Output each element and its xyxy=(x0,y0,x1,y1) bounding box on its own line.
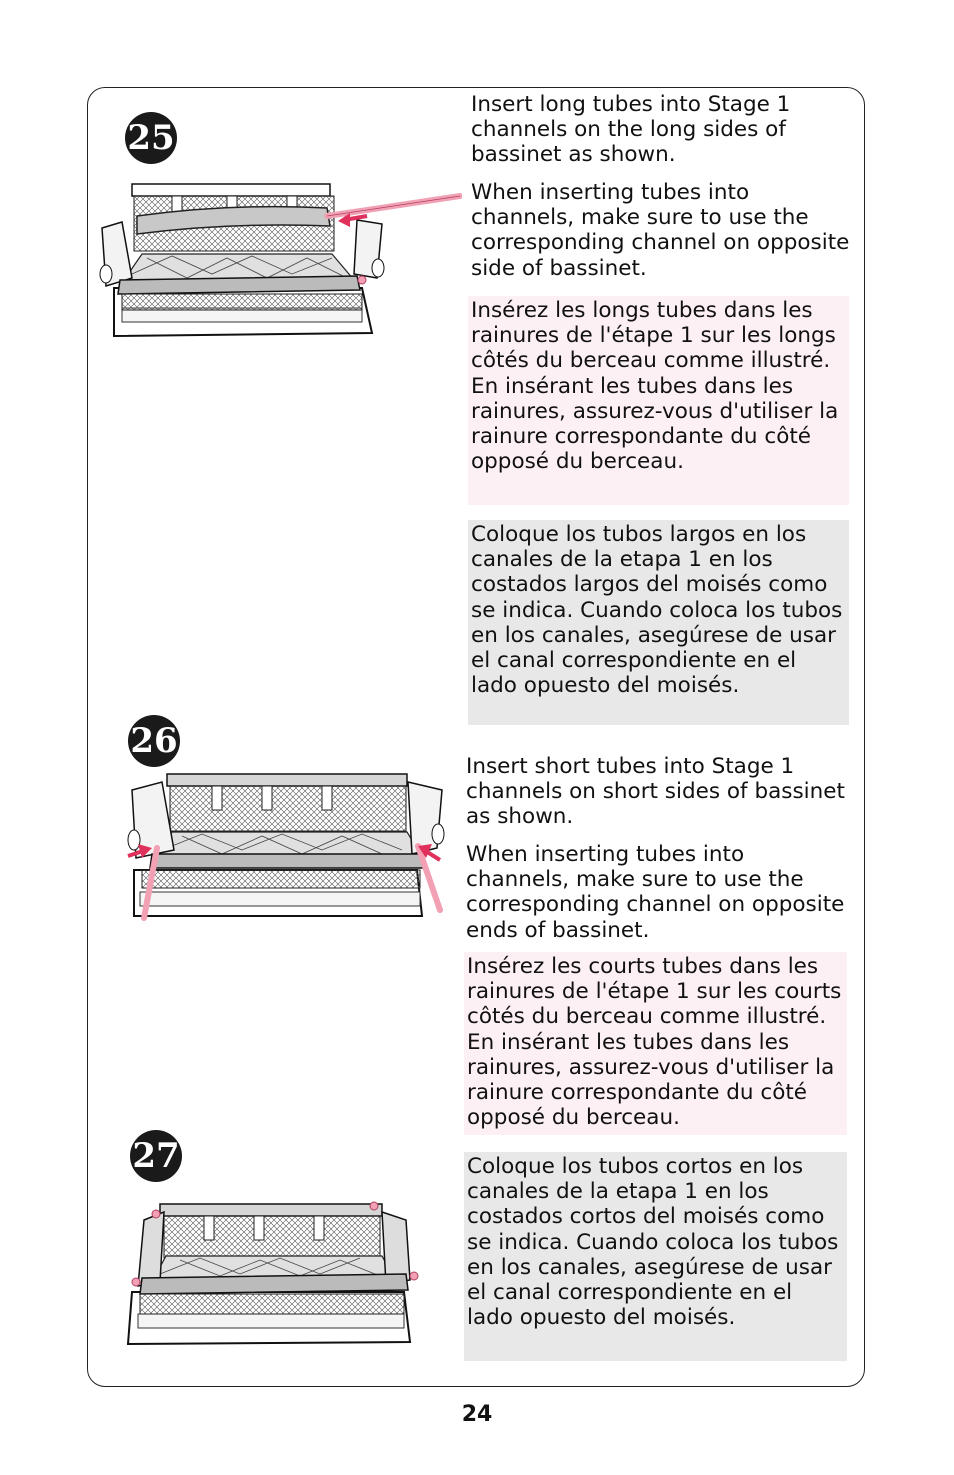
step-27-illustration xyxy=(124,1196,420,1348)
step-27-badge: 27 xyxy=(130,1130,182,1182)
page-number: 24 xyxy=(461,1402,493,1427)
step-26-fr-text: Insérez les courts tubes dans les rainures de l'étape 1 sur les courts côtés du berceau comme illustré. En insérant les tubes dans les rainures, assurez-vous d'utiliser la rainure correspondante du côté opposé du berceau. xyxy=(467,954,842,1131)
step-27-es-text: Coloque los tubos cortos en los canales de la etapa 1 en los costados cortos del moisés como se indica. Cuando coloca los tubos en los canales, asegúrese de usar el canal correspondiente en el lado opuesto del moisés. xyxy=(467,1154,839,1331)
step-25-fr-box xyxy=(468,296,849,505)
step-26-illustration xyxy=(122,770,452,922)
step-25-en-instruction: Insert long tubes into Stage 1 channels on the long sides of bassinet as shown. xyxy=(471,92,791,168)
step-25-es-box xyxy=(468,520,849,725)
step-26-badge: 26 xyxy=(128,715,180,767)
step-25-illustration xyxy=(92,178,462,340)
step-26-en-instruction: Insert short tubes into Stage 1 channels on short sides of bassinet as shown. xyxy=(466,754,845,830)
step-26-en-note: When inserting tubes into channels, make sure to use the corresponding channel on opposite ends of bassinet. xyxy=(466,842,845,943)
step-25-fr-text: Insérez les longs tubes dans les rainures de l'étape 1 sur les longs côtés du berceau comme illustré. En insérant les tubes dans les rainures, assurez-vous d'utiliser la rainure correspondante du côté opposé du berceau. xyxy=(471,298,839,475)
step-25-es-text: Coloque los tubos largos en los canales de la etapa 1 en los costados largos del moisés como se indica. Cuando coloca los tubos en los canales, asegúrese de usar el canal correspondiente en el lado opuesto del moisés. xyxy=(471,522,843,699)
step-26-fr-box xyxy=(464,952,847,1135)
step-25-en-note: When inserting tubes into channels, make sure to use the corresponding channel on opposite side of bassinet. xyxy=(471,180,850,281)
step-27-es-box xyxy=(464,1152,847,1361)
step-25-badge: 25 xyxy=(125,112,177,164)
